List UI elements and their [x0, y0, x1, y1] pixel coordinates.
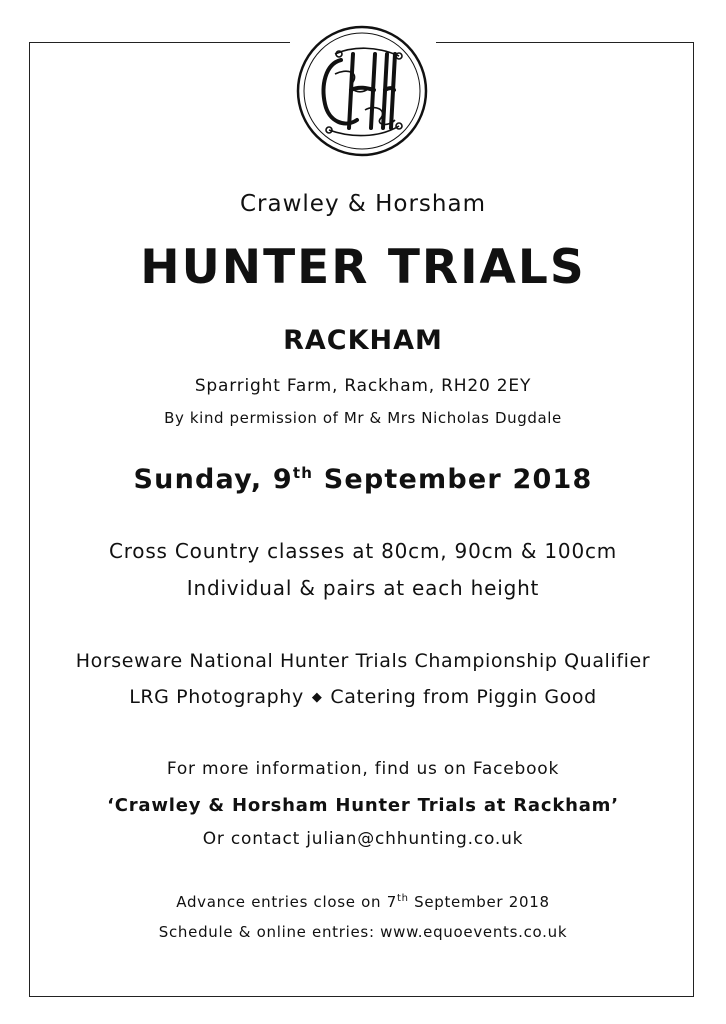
venue-name: RACKHAM	[283, 325, 443, 356]
photography-text: LRG Photography	[129, 686, 304, 708]
date-day: Sunday, 9	[133, 464, 293, 495]
entries-close-ordinal: th	[396, 893, 409, 904]
event-title: HUNTER TRIALS	[140, 240, 586, 295]
diamond-separator-icon: ◆	[311, 690, 323, 705]
date-ordinal: th	[292, 464, 314, 482]
organization-name: Crawley & Horsham	[239, 191, 486, 217]
more-info-text: For more information, find us on Facebook	[166, 759, 560, 779]
schedule-website: Schedule & online entries: www.equoevents.co.uk	[158, 923, 568, 941]
catering-text: Catering from Piggin Good	[330, 686, 597, 708]
qualifier-info: Horseware National Hunter Trials Championship Qualifier	[75, 650, 651, 672]
contact-email: Or contact julian@chhunting.co.uk	[202, 829, 524, 849]
classes-info: Cross Country classes at 80cm, 90cm & 100cm	[108, 539, 618, 563]
page-border	[29, 42, 694, 997]
event-date	[0, 464, 726, 495]
services-line	[0, 686, 726, 708]
entries-close-date	[0, 893, 726, 911]
permission-note: By kind permission of Mr & Mrs Nicholas Dugdale	[164, 409, 562, 427]
facebook-page-name: ‘Crawley & Horsham Hunter Trials at Rackham’	[107, 795, 619, 816]
entries-close-prefix: Advance entries close on 7	[176, 893, 397, 911]
venue-address: Sparright Farm, Rackham, RH20 2EY	[194, 376, 532, 396]
chh-monogram-logo	[295, 24, 429, 158]
entries-close-month-year: September 2018	[408, 893, 550, 911]
date-month-year: September 2018	[313, 464, 593, 495]
pairs-info: Individual & pairs at each height	[186, 576, 540, 600]
